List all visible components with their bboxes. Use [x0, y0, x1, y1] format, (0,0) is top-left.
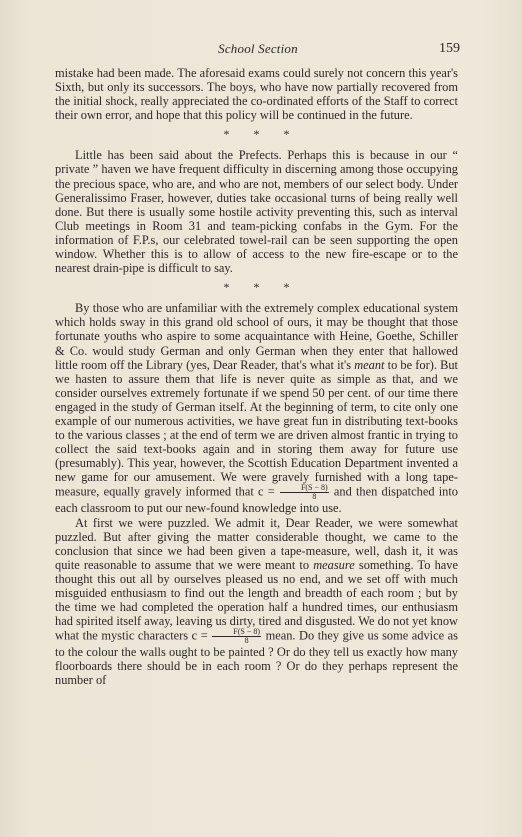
- formula-denominator: 8: [244, 636, 249, 646]
- emphasis-meant: meant: [354, 357, 385, 372]
- paragraph-3-text: and then dispatched into each classroom to put our new-found knowledge into use.: [55, 484, 458, 516]
- separator-star: *: [253, 127, 260, 142]
- separator-star: *: [283, 280, 290, 295]
- separator-star: *: [223, 280, 230, 295]
- emphasis-measure: measure: [313, 557, 355, 572]
- body-text: [55, 66, 458, 688]
- paragraph-3-text: By those who are unfamiliar with the extremely complex educational system which holds sway in this grand old school of ours, it may be thought that those fortunate youths who aspire to some acquaintance with Heine, Goethe, Schiller & Co. would study German and only German when they enter that hallowed little room off the Library (yes, Dear Reader, that's what it's: [55, 301, 458, 372]
- formula-fraction: [212, 628, 261, 645]
- paragraph-1: mistake had been made. The aforesaid exams could surely not concern this year's Sixth, but only its successors. The boys, who have now partially recovered from the initial shock, really appreciated the co-ordinated efforts of the Staff to correct their own error, and hope that this policy will be continued in the future.: [55, 66, 458, 123]
- formula-denominator: 8: [312, 492, 317, 502]
- paragraph-4-text: something. To have thought this out all by ourselves pleased us no end, and we set off with much misguided enthusiasm to find out the length and breadth of each room ; but by the time we had completed the operation half a hundred times, our enthusiasm had spirited itself away, leaving us dirty, tired and disgusted. We do not yet know what the mystic characters c =: [55, 557, 458, 643]
- separator-star: *: [223, 127, 230, 142]
- paragraph-3: [55, 301, 458, 515]
- section-separator: [55, 280, 458, 294]
- section-separator: [55, 127, 458, 141]
- paragraph-3-text: to be for). But we hasten to assure them that life is never quite as simple as that, and we consider ourselves extremely fortunate if we spend 50 per cent. of our time there engaged in the study of German itself. At the beginning of term, to cite only one example of our numerous activities, we have great fun in distributing text-books to the various classes ; at the end of term we are driven almost frantic in trying to collect the said text-books again and in storing them away for future use (presumably). This year, however, the Scottish Education Department invented a new game for our amusement. We were gravely furnished with a long tape-measure, equally gravely informed that c =: [55, 357, 458, 499]
- paragraph-4: [55, 516, 458, 688]
- formula-fraction: [280, 484, 329, 501]
- page-number: 159: [439, 41, 460, 56]
- running-head: School Section: [218, 41, 298, 56]
- separator-star: *: [253, 280, 260, 295]
- paragraph-2: Little has been said about the Prefects. Perhaps this is because in our “ private ” haven we have frequent difficulty in discerning among those occupying the precious space, who are, and who are not, members of our select body. Under Generalissimo Fraser, however, duties take occasional turns of being really well done. But there is usually some hostile activity preventing this, such as interval Club meetings in Room 31 and team-picking confabs in the Gym. For the information of F.P.s, our celebrated towel-rail can be seen supporting the open window. Whether this is to allow of access to the new fire-escape or to the nearest drain-pipe is difficult to say.: [55, 148, 458, 276]
- paragraph-4-text: mean. Do they give us some advice as to the colour the walls ought to be painted ? Or do they tell us exactly how many floorboards there should be in each room ? Or do they perhaps represent the number of: [55, 628, 458, 688]
- page-header: [56, 41, 460, 61]
- formula-numerator: F(S − 8): [280, 484, 329, 493]
- separator-star: *: [283, 127, 290, 142]
- formula-numerator: F(S − 8): [212, 628, 261, 637]
- paragraph-4-text: At first we were puzzled. We admit it, Dear Reader, we were somewhat puzzled. But after giving the matter considerable thought, we came to the conclusion that since we had been given a tape-measure, well, dash it, it was quite reasonable to assume that we were meant to: [55, 515, 458, 572]
